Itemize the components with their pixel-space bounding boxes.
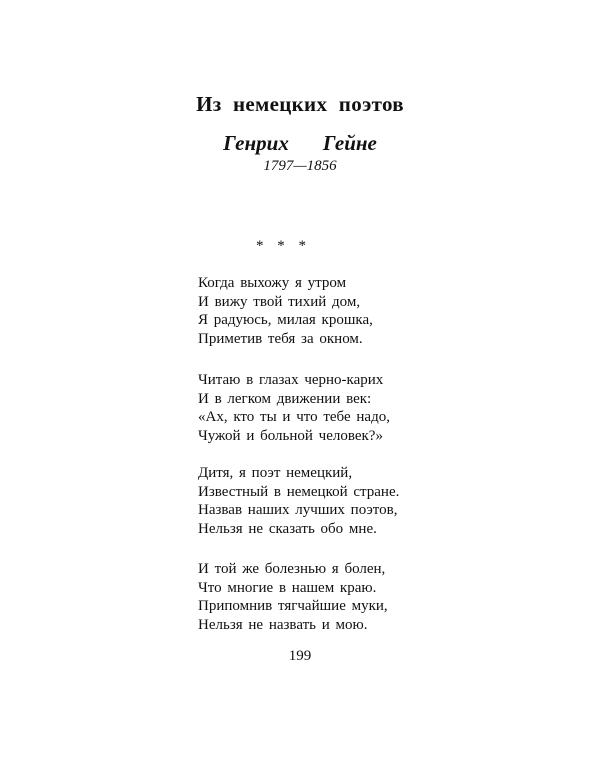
stanza-4 bbox=[198, 560, 388, 634]
poem-line: Чужой и больной человек?» bbox=[198, 427, 383, 444]
poem-line: Нельзя не сказать обо мне. bbox=[198, 520, 377, 537]
poem-line: И той же болезнью я болен, bbox=[198, 561, 386, 577]
stanza-3 bbox=[198, 464, 399, 538]
stanza-2 bbox=[198, 371, 390, 445]
poem-line: Назвав наших лучших поэтов, bbox=[198, 502, 398, 519]
poem-separator: * * * bbox=[256, 238, 306, 254]
page-number: 199 bbox=[288, 648, 312, 664]
stanza-1 bbox=[198, 274, 373, 348]
poem-line: Нельзя не назвать и мою. bbox=[198, 616, 368, 633]
poem-line: Припомнив тягчайшие муки, bbox=[198, 598, 388, 615]
poem-line: И в легком движении век: bbox=[198, 390, 372, 407]
poem-line: «Ах, кто ты и что тебе надо, bbox=[198, 409, 390, 426]
poem-line: Дитя, я поэт немецкий, bbox=[198, 465, 353, 481]
author-first-name: Генрих bbox=[223, 131, 289, 155]
poem-line: И вижу твой тихий дом, bbox=[198, 293, 361, 310]
poem-line: Приметив тебя за окном. bbox=[198, 330, 363, 347]
section-title: Из немецких поэтов bbox=[196, 92, 404, 116]
poem-line: Известный в немецкой стране. bbox=[198, 483, 400, 500]
poem-line: Читаю в глазах черно-карих bbox=[198, 372, 384, 388]
poem-line: Когда выхожу я утром bbox=[198, 275, 347, 291]
poem-line: Я радуюсь, милая крошка, bbox=[198, 312, 373, 329]
poem-line: Что многие в нашем краю. bbox=[198, 579, 377, 596]
author-name bbox=[0, 131, 600, 156]
author-dates: 1797—1856 bbox=[263, 158, 337, 174]
author-last-name: Гейне bbox=[322, 131, 377, 155]
